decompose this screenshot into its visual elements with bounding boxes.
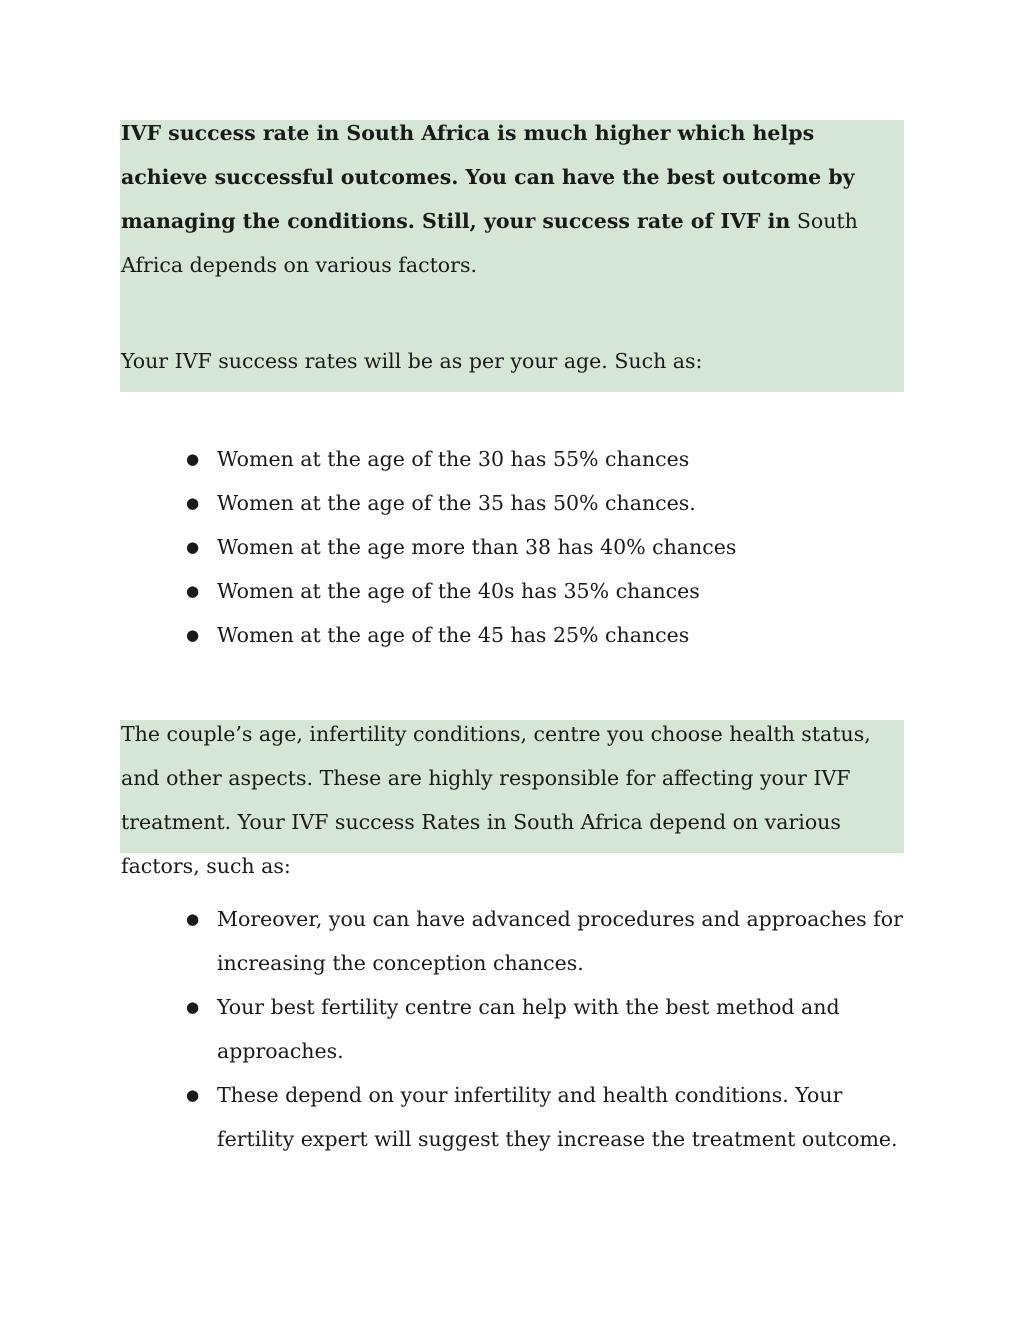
- list-item-text: Women at the age of the 35 has 50% chances.: [217, 491, 696, 515]
- bullet-icon: ●: [186, 626, 200, 644]
- list-item-text: Moreover, you can have advanced procedures and approaches for increasing the conception chances.: [217, 907, 903, 975]
- bullet-icon: ●: [186, 1086, 200, 1104]
- bullet-icon: ●: [186, 450, 200, 468]
- list-item: [186, 1073, 906, 1161]
- age-chances-list: [186, 437, 906, 657]
- bullet-icon: ●: [186, 910, 200, 928]
- list-item-text: Women at the age of the 40s has 35% chances: [217, 579, 700, 603]
- list-item: [186, 985, 906, 1073]
- bullet-icon: ●: [186, 998, 200, 1016]
- list-item-text: Women at the age more than 38 has 40% chances: [217, 535, 737, 559]
- bullet-icon: ●: [186, 582, 200, 600]
- list-item: [186, 525, 906, 569]
- intro-paragraph: [121, 111, 901, 287]
- list-item: [186, 613, 906, 657]
- list-item: [186, 481, 906, 525]
- intro-bold-text: IVF success rate in South Africa is much higher which helps achieve successful outcomes. You can have the best outcome by managing the conditions. Still, your success rate of IVF in: [121, 121, 855, 233]
- bullet-icon: ●: [186, 538, 200, 556]
- list-item: [186, 569, 906, 613]
- age-intro-paragraph: Your IVF success rates will be as per your age. Such as:: [121, 349, 703, 373]
- list-item-text: These depend on your infertility and health conditions. Your fertility expert will suggest they increase the treatment outcome.: [217, 1083, 898, 1151]
- list-item-text: Women at the age of the 30 has 55% chances: [217, 447, 690, 471]
- intro-regular-text: South Africa depends on various factors.: [121, 209, 858, 277]
- list-item-text: Women at the age of the 45 has 25% chances: [217, 623, 690, 647]
- list-item-text: Your best fertility centre can help with the best method and approaches.: [217, 995, 840, 1063]
- factors-list: [186, 897, 906, 1161]
- bullet-icon: ●: [186, 494, 200, 512]
- list-item: [186, 897, 906, 985]
- factors-paragraph: The couple’s age, infertility conditions, centre you choose health status, and other aspects. These are highly responsible for affecting your IVF treatment. Your IVF success Rates in South Africa depend on various factors, such as:: [121, 722, 871, 878]
- list-item: [186, 437, 906, 481]
